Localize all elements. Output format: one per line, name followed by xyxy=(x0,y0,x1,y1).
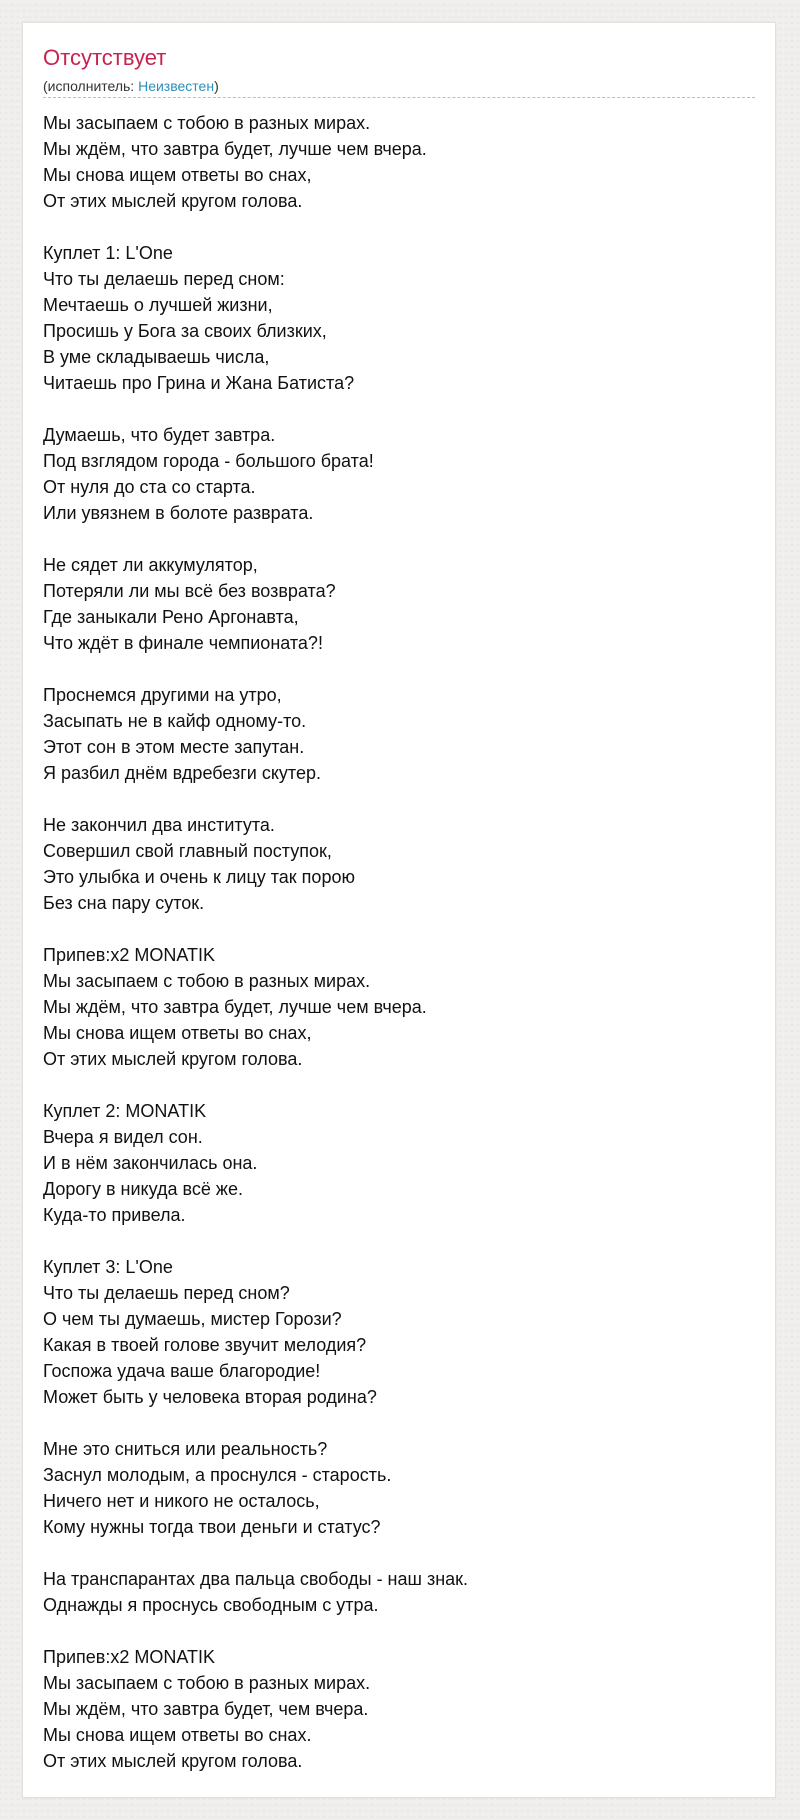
lyric-line: Я разбил днём вдребезги скутер. xyxy=(43,763,321,783)
lyric-line: От этих мыслей кругом голова. xyxy=(43,191,303,211)
lyric-line: Мы снова ищем ответы во снах, xyxy=(43,165,312,185)
lyric-line: Заснул молодым, а проснулся - старость. xyxy=(43,1465,392,1485)
lyric-line: Мы засыпаем с тобою в разных мирах. xyxy=(43,1673,371,1693)
stanza-break xyxy=(43,526,755,552)
lyric-line: Куплет 3: L'One xyxy=(43,1257,173,1277)
lyric-line: Не сядет ли аккумулятор, xyxy=(43,555,258,575)
lyric-line: В уме складываешь числа, xyxy=(43,347,270,367)
lyric-line: Читаешь про Грина и Жана Батиста? xyxy=(43,373,355,393)
lyric-line: Совершил свой главный поступок, xyxy=(43,841,332,861)
lyric-line: Что ждёт в финале чемпионата?! xyxy=(43,633,323,653)
lyric-line: Этот сон в этом месте запутан. xyxy=(43,737,305,757)
lyric-line: Мы снова ищем ответы во снах. xyxy=(43,1725,312,1745)
lyric-line: Мы ждём, что завтра будет, чем вчера. xyxy=(43,1699,369,1719)
lyric-line: Мечтаешь о лучшей жизни, xyxy=(43,295,273,315)
lyric-line: Вчера я видел сон. xyxy=(43,1127,203,1147)
stanza-break xyxy=(43,1618,755,1644)
stanza-break xyxy=(43,214,755,240)
lyric-line: Думаешь, что будет завтра. xyxy=(43,425,276,445)
lyrics-text xyxy=(43,110,755,1774)
lyric-line: Что ты делаешь перед сном: xyxy=(43,269,285,289)
stanza-break xyxy=(43,1228,755,1254)
lyric-line: От этих мыслей кругом голова. xyxy=(43,1751,303,1771)
stanza-break xyxy=(43,1410,755,1436)
lyric-line: Мне это сниться или реальность? xyxy=(43,1439,328,1459)
lyric-line: Мы ждём, что завтра будет, лучше чем вчера. xyxy=(43,139,427,159)
lyric-line: Мы снова ищем ответы во снах, xyxy=(43,1023,312,1043)
stanza-break xyxy=(43,786,755,812)
lyric-line: От этих мыслей кругом голова. xyxy=(43,1049,303,1069)
lyric-line: О чем ты думаешь, мистер Горози? xyxy=(43,1309,342,1329)
lyrics-card xyxy=(22,22,776,1798)
lyric-line: Дорогу в никуда всё же. xyxy=(43,1179,243,1199)
lyric-line: Или увязнем в болоте разврата. xyxy=(43,503,314,523)
lyric-line: Припев:x2 MONATIK xyxy=(43,945,216,965)
performer-link[interactable]: Неизвестен xyxy=(138,78,215,94)
performer-line xyxy=(43,77,755,98)
lyric-line: От нуля до ста со старта. xyxy=(43,477,256,497)
lyric-line: Просишь у Бога за своих близких, xyxy=(43,321,327,341)
performer-suffix: ) xyxy=(214,78,219,94)
stanza-break xyxy=(43,656,755,682)
lyric-line: Куплет 1: L'One xyxy=(43,243,173,263)
lyric-line: И в нём закончилась она. xyxy=(43,1153,258,1173)
lyric-line: Мы засыпаем с тобою в разных мирах. xyxy=(43,971,371,991)
lyric-line: Это улыбка и очень к лицу так порою xyxy=(43,867,355,887)
lyric-line: Не закончил два института. xyxy=(43,815,275,835)
lyric-line: Где заныкали Рено Аргонавта, xyxy=(43,607,299,627)
lyric-line: Без сна пару суток. xyxy=(43,893,205,913)
lyric-line: Потеряли ли мы всё без возврата? xyxy=(43,581,336,601)
lyric-line: Кому нужны тогда твои деньги и статус? xyxy=(43,1517,381,1537)
stanza-break xyxy=(43,916,755,942)
lyric-line: Засыпать не в кайф одному-то. xyxy=(43,711,307,731)
lyric-line: Какая в твоей голове звучит мелодия? xyxy=(43,1335,367,1355)
lyric-line: Однажды я проснусь свободным с утра. xyxy=(43,1595,379,1615)
performer-prefix: (исполнитель: xyxy=(43,78,139,94)
lyric-line: Госпожа удача ваше благородие! xyxy=(43,1361,321,1381)
lyric-line: Припев:x2 MONATIK xyxy=(43,1647,216,1667)
lyric-line: Под взглядом города - большого брата! xyxy=(43,451,374,471)
lyric-line: Что ты делаешь перед сном? xyxy=(43,1283,290,1303)
lyric-line: Может быть у человека вторая родина? xyxy=(43,1387,377,1407)
stanza-break xyxy=(43,1072,755,1098)
lyric-line: Мы ждём, что завтра будет, лучше чем вчера. xyxy=(43,997,427,1017)
song-title: Отсутствует xyxy=(43,45,167,70)
lyric-line: Куплет 2: MONATIK xyxy=(43,1101,207,1121)
lyric-line: Проснемся другими на утро, xyxy=(43,685,282,705)
stanza-break xyxy=(43,1540,755,1566)
lyric-line: Ничего нет и никого не осталось, xyxy=(43,1491,320,1511)
lyric-line: Куда-то привела. xyxy=(43,1205,186,1225)
lyric-line: На транспарантах два пальца свободы - наш знак. xyxy=(43,1569,469,1589)
stanza-break xyxy=(43,396,755,422)
lyric-line: Мы засыпаем с тобою в разных мирах. xyxy=(43,113,371,133)
